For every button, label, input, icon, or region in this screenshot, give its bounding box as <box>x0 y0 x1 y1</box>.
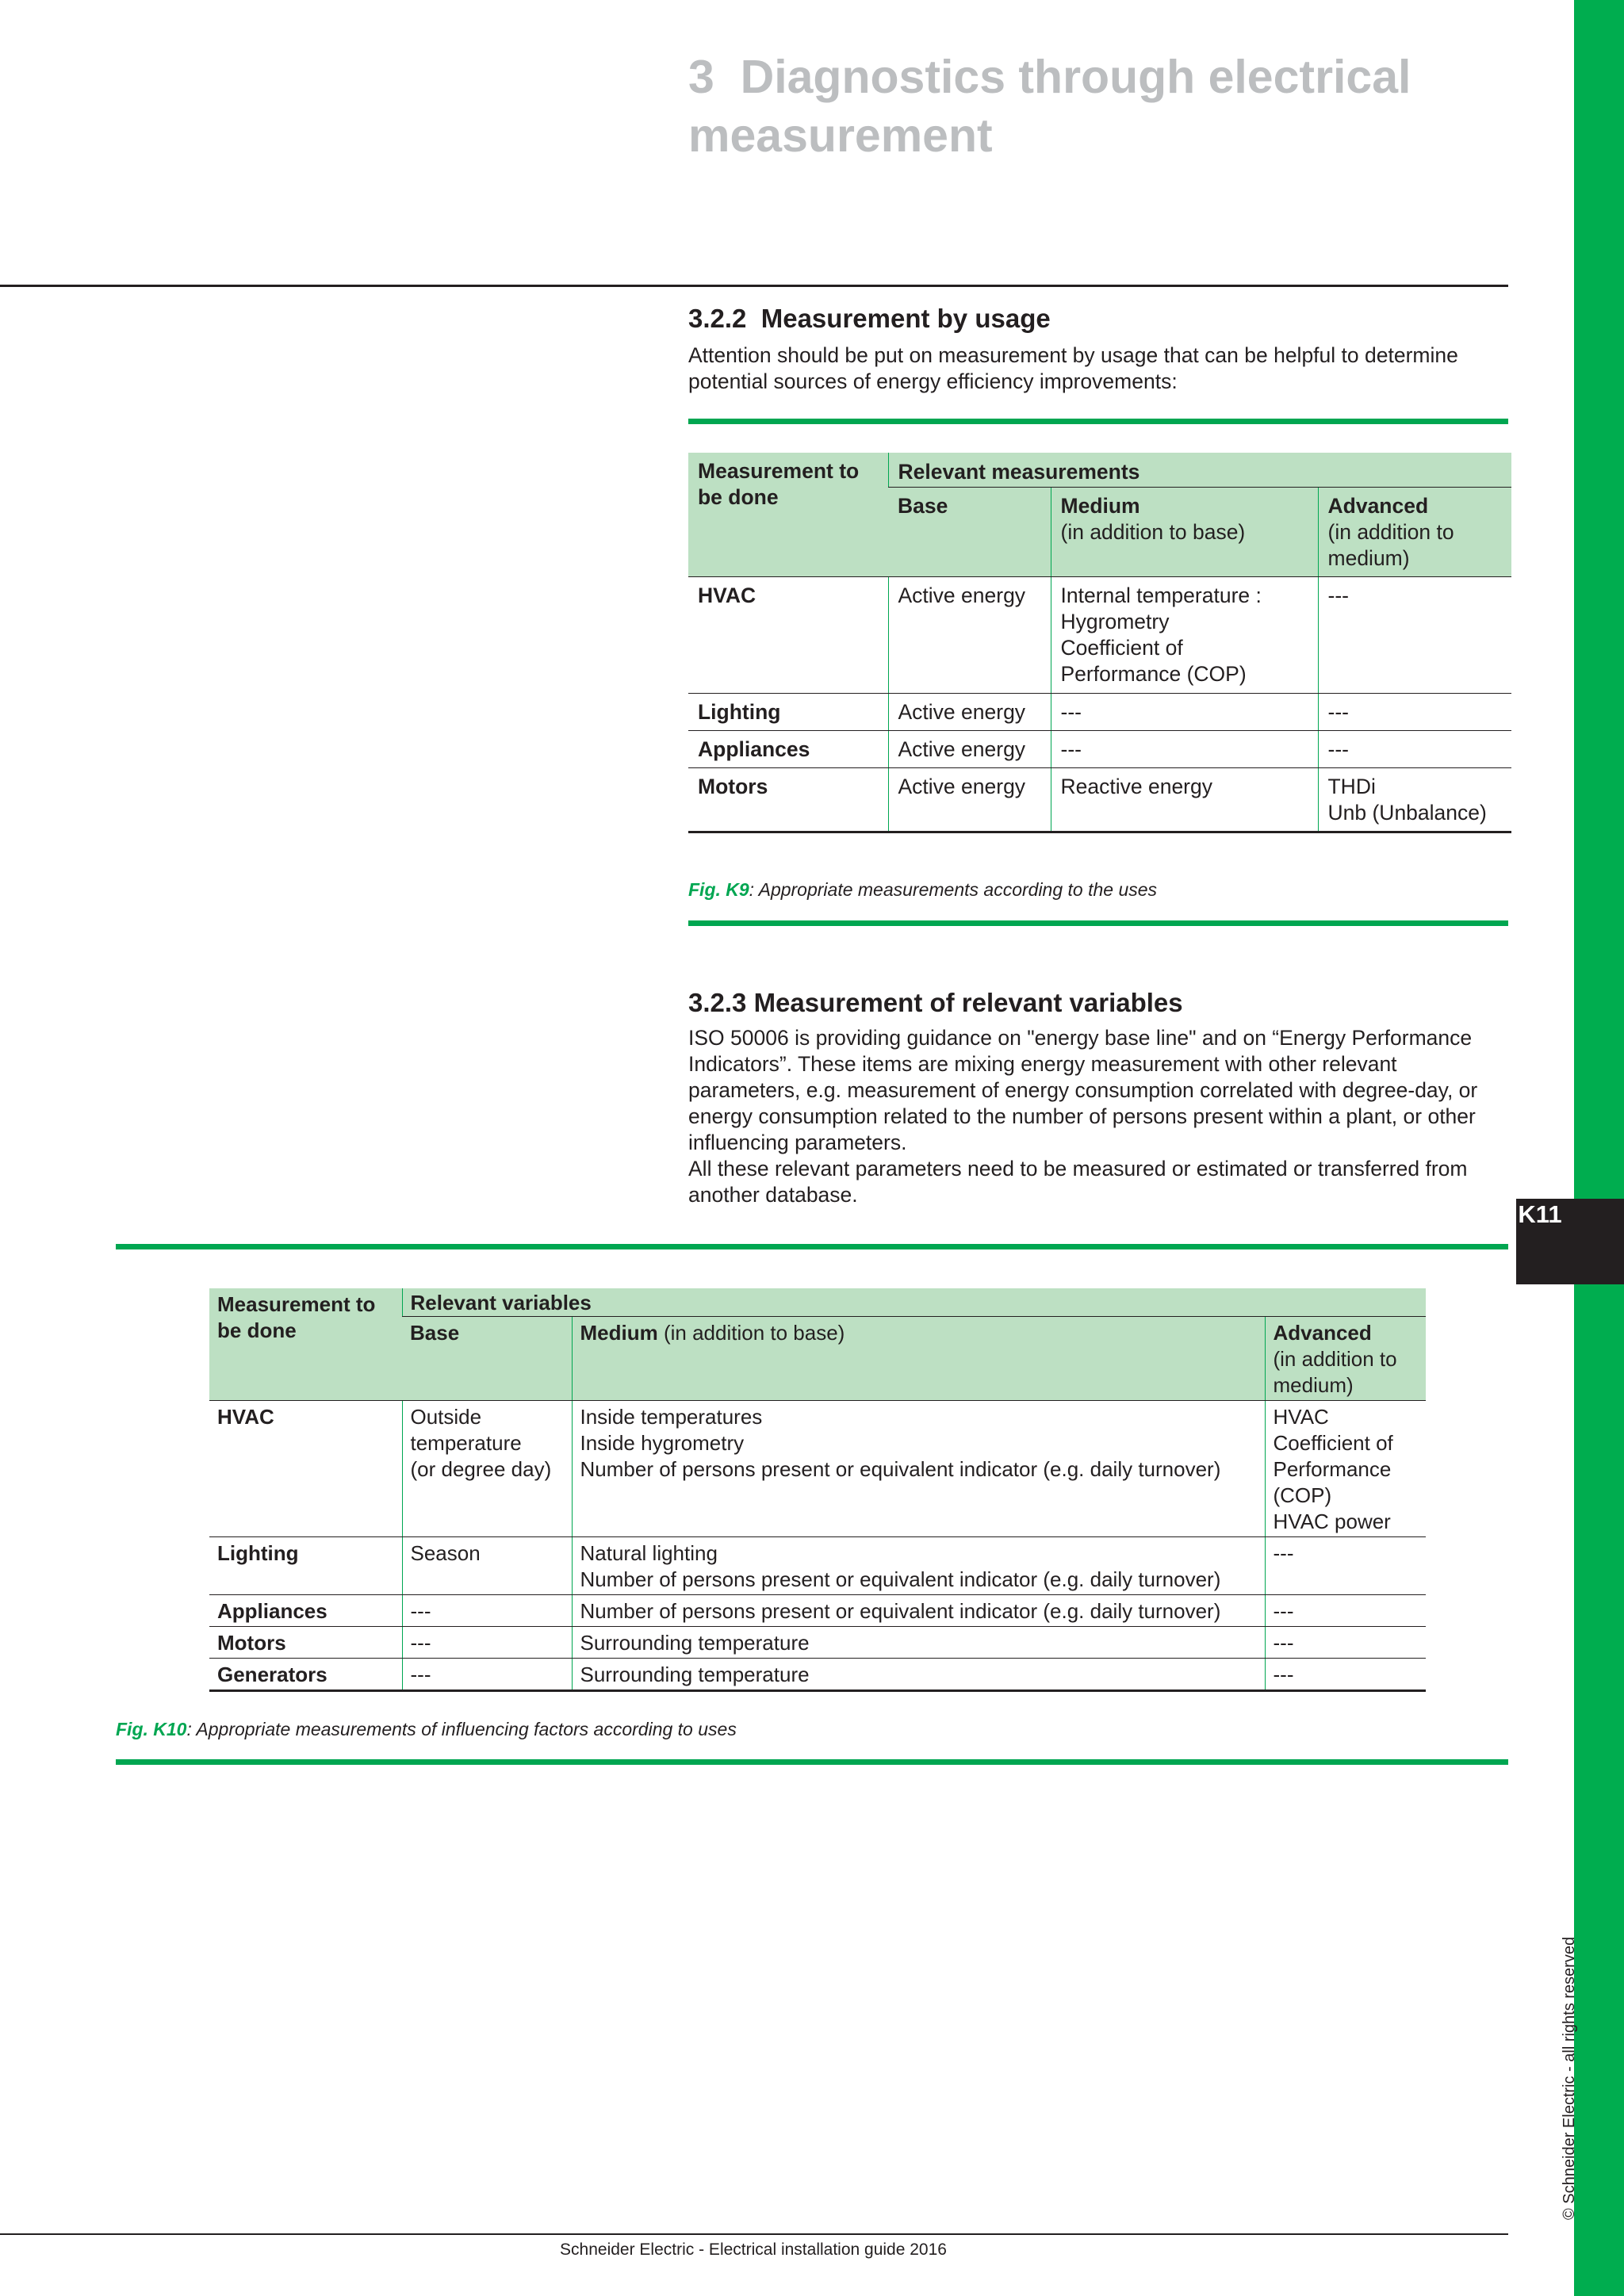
header-rule <box>0 285 1508 287</box>
section-323-body <box>688 1025 1561 1208</box>
cell-base: --- <box>402 1595 572 1627</box>
table-k10-advanced-header <box>1265 1317 1426 1401</box>
cell-medium: Number of persons present or equivalent indicator (e.g. daily turnover) <box>572 1595 1265 1627</box>
caption-k9-fig-label: Fig. K9 <box>688 879 749 900</box>
table-k9 <box>688 453 1511 833</box>
table-row <box>209 1627 1426 1659</box>
table-k10 <box>209 1288 1426 1692</box>
header-text: Medium <box>580 1321 658 1345</box>
row-label: HVAC <box>209 1401 402 1537</box>
table-row <box>209 1659 1426 1691</box>
cell-line: Number of persons present or equivalent indicator (e.g. daily turnover) <box>580 1457 1221 1481</box>
table-k10-group-header: Relevant variables <box>402 1288 1426 1317</box>
table-k9-col1-header <box>688 453 888 577</box>
header-text: be done <box>698 485 779 509</box>
table-k9-medium-header <box>1051 488 1318 577</box>
header-subtext: medium) <box>1273 1373 1354 1397</box>
page-footer: Schneider Electric - Electrical installation guide 2016 <box>560 2241 947 2259</box>
k9-bottom-rule <box>688 920 1508 926</box>
cell-advanced: --- <box>1265 1537 1426 1595</box>
cell-line: Hygrometry <box>1060 610 1170 633</box>
cell-advanced: --- <box>1318 731 1511 768</box>
footer-rule <box>0 2233 1508 2235</box>
cell-advanced: --- <box>1318 694 1511 731</box>
cell-line: Inside hygrometry <box>580 1431 745 1455</box>
cell-advanced: --- <box>1265 1595 1426 1627</box>
caption-k10-text: : Appropriate measurements of influencing factors according to uses <box>186 1719 737 1739</box>
header-text: Advanced <box>1273 1321 1372 1345</box>
caption-k9 <box>688 879 1157 901</box>
section-322-intro <box>688 342 1529 395</box>
table-k10-col1-header <box>209 1288 402 1401</box>
row-label: Appliances <box>688 731 888 768</box>
cell-advanced: --- <box>1265 1659 1426 1691</box>
header-text: Base <box>410 1321 460 1345</box>
table-k9-base-header <box>888 488 1051 577</box>
cell-line: Outside <box>410 1405 482 1429</box>
cell-line: Inside temperatures <box>580 1405 763 1429</box>
cell-line: temperature <box>410 1431 522 1455</box>
cell-base: --- <box>402 1627 572 1659</box>
section-323-heading: 3.2.3 Measurement of relevant variables <box>688 988 1183 1017</box>
cell-base: Active energy <box>888 694 1051 731</box>
cell-line: Number of persons present or equivalent indicator (e.g. daily turnover) <box>580 1567 1221 1591</box>
table-row <box>209 1537 1426 1595</box>
header-text: Measurement to <box>698 459 860 483</box>
header-subtext: (in addition to <box>1327 520 1454 544</box>
k9-top-rule <box>688 419 1508 424</box>
cell-line: (COP) <box>1273 1483 1332 1507</box>
section-323-line: energy consumption related to the number of persons present within a plant, or other <box>688 1104 1476 1128</box>
header-text: be done <box>217 1318 297 1342</box>
side-green-bar <box>1574 0 1624 2296</box>
cell-line: (or degree day) <box>410 1457 552 1481</box>
table-row <box>688 694 1511 731</box>
cell-base: Season <box>402 1537 572 1595</box>
section-322-intro-line1: Attention should be put on measurement by usage that can be helpful to determine <box>688 343 1458 367</box>
table-k9-header-row-1 <box>688 453 1511 488</box>
header-text: Advanced <box>1327 494 1429 518</box>
cell-advanced <box>1265 1401 1426 1537</box>
k10-top-rule <box>116 1244 1508 1249</box>
cell-base: Active energy <box>888 577 1051 694</box>
cell-line: Internal temperature : <box>1060 584 1262 607</box>
cell-base: Active energy <box>888 768 1051 832</box>
header-subtext: medium) <box>1327 546 1410 570</box>
section-323-line: ISO 50006 is providing guidance on "energy base line" and on “Energy Performance <box>688 1026 1473 1050</box>
chapter-tab-label: K11 <box>1518 1200 1562 1228</box>
table-row <box>209 1401 1426 1537</box>
section-323-line: influencing parameters. <box>688 1131 907 1154</box>
table-row <box>209 1595 1426 1627</box>
header-text: Medium <box>1060 494 1140 518</box>
row-label: Lighting <box>688 694 888 731</box>
table-row <box>688 731 1511 768</box>
chapter-title <box>688 48 1529 165</box>
cell-line: HVAC power <box>1273 1510 1391 1533</box>
cell-base: --- <box>402 1659 572 1691</box>
header-subtext: (in addition to base) <box>657 1321 845 1345</box>
header-subtext: (in addition to <box>1273 1347 1397 1371</box>
copyright-notice: © Schneider Electric - all rights reserved <box>1561 1936 1578 2220</box>
cell-line: Coefficient of <box>1060 636 1183 660</box>
cell-line: THDi <box>1327 775 1376 798</box>
cell-medium: Surrounding temperature <box>572 1627 1265 1659</box>
row-label: Generators <box>209 1659 402 1691</box>
header-subtext: (in addition to base) <box>1060 520 1246 544</box>
section-323-line: Indicators”. These items are mixing energy measurement with other relevant <box>688 1052 1397 1076</box>
row-label: Appliances <box>209 1595 402 1627</box>
table-k10-medium-header <box>572 1317 1265 1401</box>
caption-k9-text: : Appropriate measurements according to the uses <box>749 879 1158 900</box>
chapter-title-line2: measurement <box>688 109 993 162</box>
cell-medium: --- <box>1051 694 1318 731</box>
table-row <box>688 577 1511 694</box>
caption-k10 <box>116 1719 737 1740</box>
section-323-line: All these relevant parameters need to be measured or estimated or transferred from <box>688 1157 1468 1181</box>
section-323-line: parameters, e.g. measurement of energy consumption correlated with degree-day, or <box>688 1078 1478 1102</box>
cell-advanced: --- <box>1318 577 1511 694</box>
k10-bottom-rule <box>116 1759 1508 1765</box>
table-k10-base-header <box>402 1317 572 1401</box>
table-row <box>688 768 1511 832</box>
cell-medium <box>572 1537 1265 1595</box>
caption-k10-fig-label: Fig. K10 <box>116 1719 187 1739</box>
header-text: Base <box>898 494 948 518</box>
section-322-intro-line2: potential sources of energy efficiency improvements: <box>688 369 1178 393</box>
section-323-line: another database. <box>688 1183 858 1207</box>
cell-medium <box>1051 577 1318 694</box>
cell-medium: Reactive energy <box>1051 768 1318 832</box>
cell-line: Coefficient of <box>1273 1431 1393 1455</box>
table-k9-group-header: Relevant measurements <box>888 453 1511 488</box>
cell-base <box>402 1401 572 1537</box>
cell-base: Active energy <box>888 731 1051 768</box>
section-322-heading: 3.2.2 Measurement by usage <box>688 304 1051 333</box>
cell-medium: Surrounding temperature <box>572 1659 1265 1691</box>
cell-medium: --- <box>1051 731 1318 768</box>
cell-line: Performance <box>1273 1457 1392 1481</box>
row-label: Lighting <box>209 1537 402 1595</box>
row-label: Motors <box>688 768 888 832</box>
cell-advanced: --- <box>1265 1627 1426 1659</box>
cell-line: HVAC <box>1273 1405 1329 1429</box>
chapter-title-line1: 3 Diagnostics through electrical <box>688 51 1411 103</box>
table-k9-advanced-header <box>1318 488 1511 577</box>
cell-line: Natural lighting <box>580 1541 718 1565</box>
header-text: Measurement to <box>217 1292 376 1316</box>
cell-advanced <box>1318 768 1511 832</box>
row-label: HVAC <box>688 577 888 694</box>
cell-line: Unb (Unbalance) <box>1327 801 1487 825</box>
table-k10-header-row-1 <box>209 1288 1426 1317</box>
cell-medium <box>572 1401 1265 1537</box>
row-label: Motors <box>209 1627 402 1659</box>
cell-line: Performance (COP) <box>1060 662 1247 686</box>
